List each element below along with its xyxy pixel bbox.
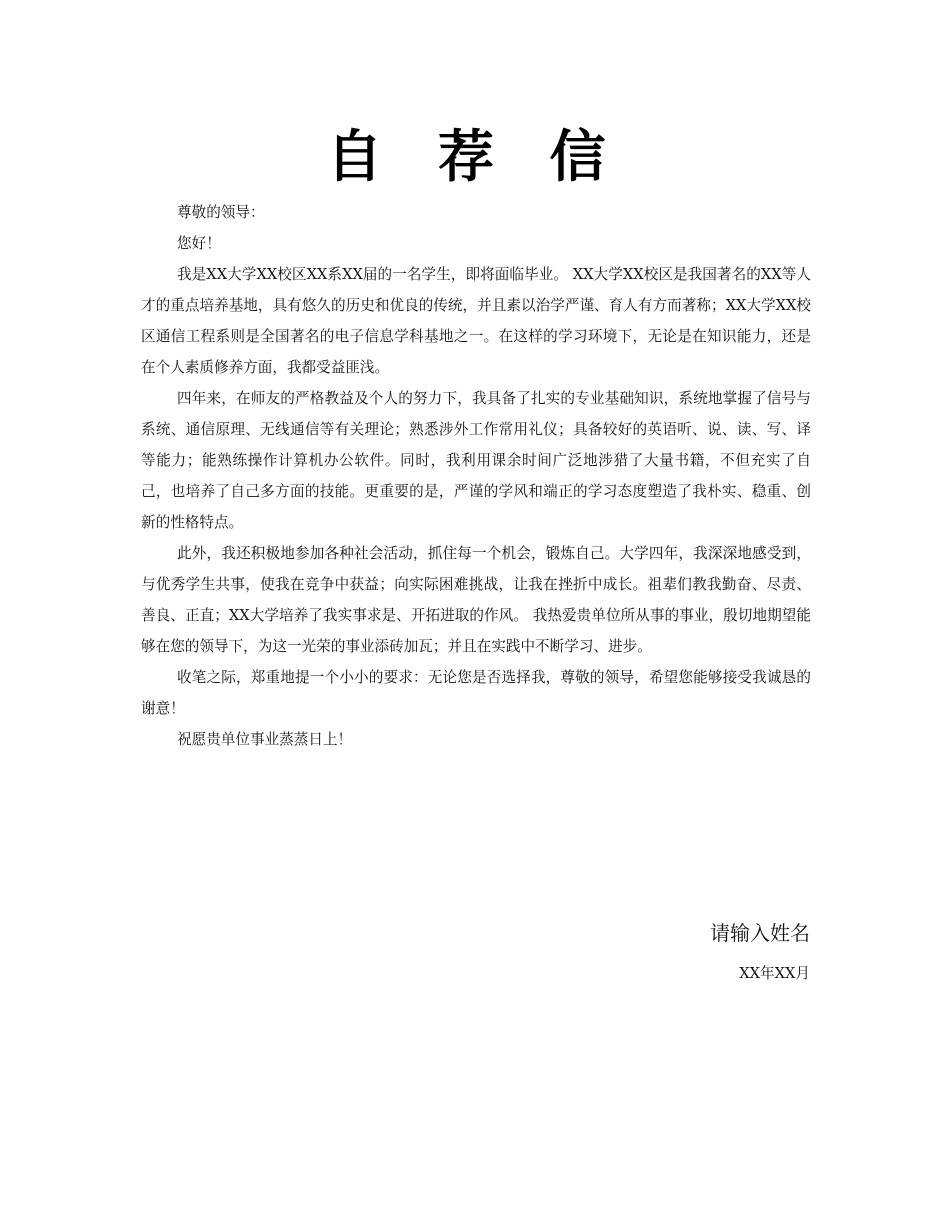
paragraph-intro: 我是XX大学XX校区XX系XX届的一名学生，即将面临毕业。 XX大学XX校区是我国著名的XX等人才的重点培养基地，具有悠久的历史和优良的传统，并且素以治学严谨、育人有方而著称；XX大学XX校区通信工程系则是全国著名的电子信息学科基地之一。在这样的学习环境下，无论是在知识能力，还是在个人素质修养方面，我都受益匪浅。 [141, 266, 811, 376]
paragraph-request: 收笔之际，郑重地提一个小小的要求：无论您是否选择我，尊敬的领导，希望您能够接受我诚恳的谢意！ [141, 669, 811, 717]
closing-wish: 祝愿贵单位事业蒸蒸日上！ [177, 731, 353, 748]
salutation: 尊敬的领导： [177, 204, 265, 221]
signature-date: XX年XX月 [739, 965, 810, 982]
letter-body [141, 197, 811, 755]
paragraph-study: 四年来，在师友的严格教益及个人的努力下，我具备了扎实的专业基础知识，系统地掌握了信号与系统、通信原理、无线通信等有关理论；熟悉涉外工作常用礼仪；具备较好的英语听、说、读、写、译等能力；能熟练操作计算机办公软件。同时，我利用课余时间广泛地涉猎了大量书籍，不但充实了自己，也培养了自己多方面的技能。更重要的是，严谨的学风和端正的学习态度塑造了我朴实、稳重、创新的性格特点。 [141, 390, 811, 531]
paragraph-activities: 此外，我还积极地参加各种社会活动，抓住每一个机会，锻炼自己。大学四年，我深深地感受到，与优秀学生共事，使我在竞争中获益；向实际困难挑战，让我在挫折中成长。祖辈们教我勤奋、尽责、善良、正直；XX大学培养了我实事求是、开拓进取的作风。 我热爱贵单位所从事的事业，殷切地期望能够在您的领导下，为这一光荣的事业添砖加瓦；并且在实践中不断学习、进步。 [141, 545, 811, 655]
greeting: 您好！ [177, 235, 221, 252]
signature-name: 请输入姓名 [710, 921, 810, 945]
letter-title: 自 荐 信 [326, 125, 624, 190]
